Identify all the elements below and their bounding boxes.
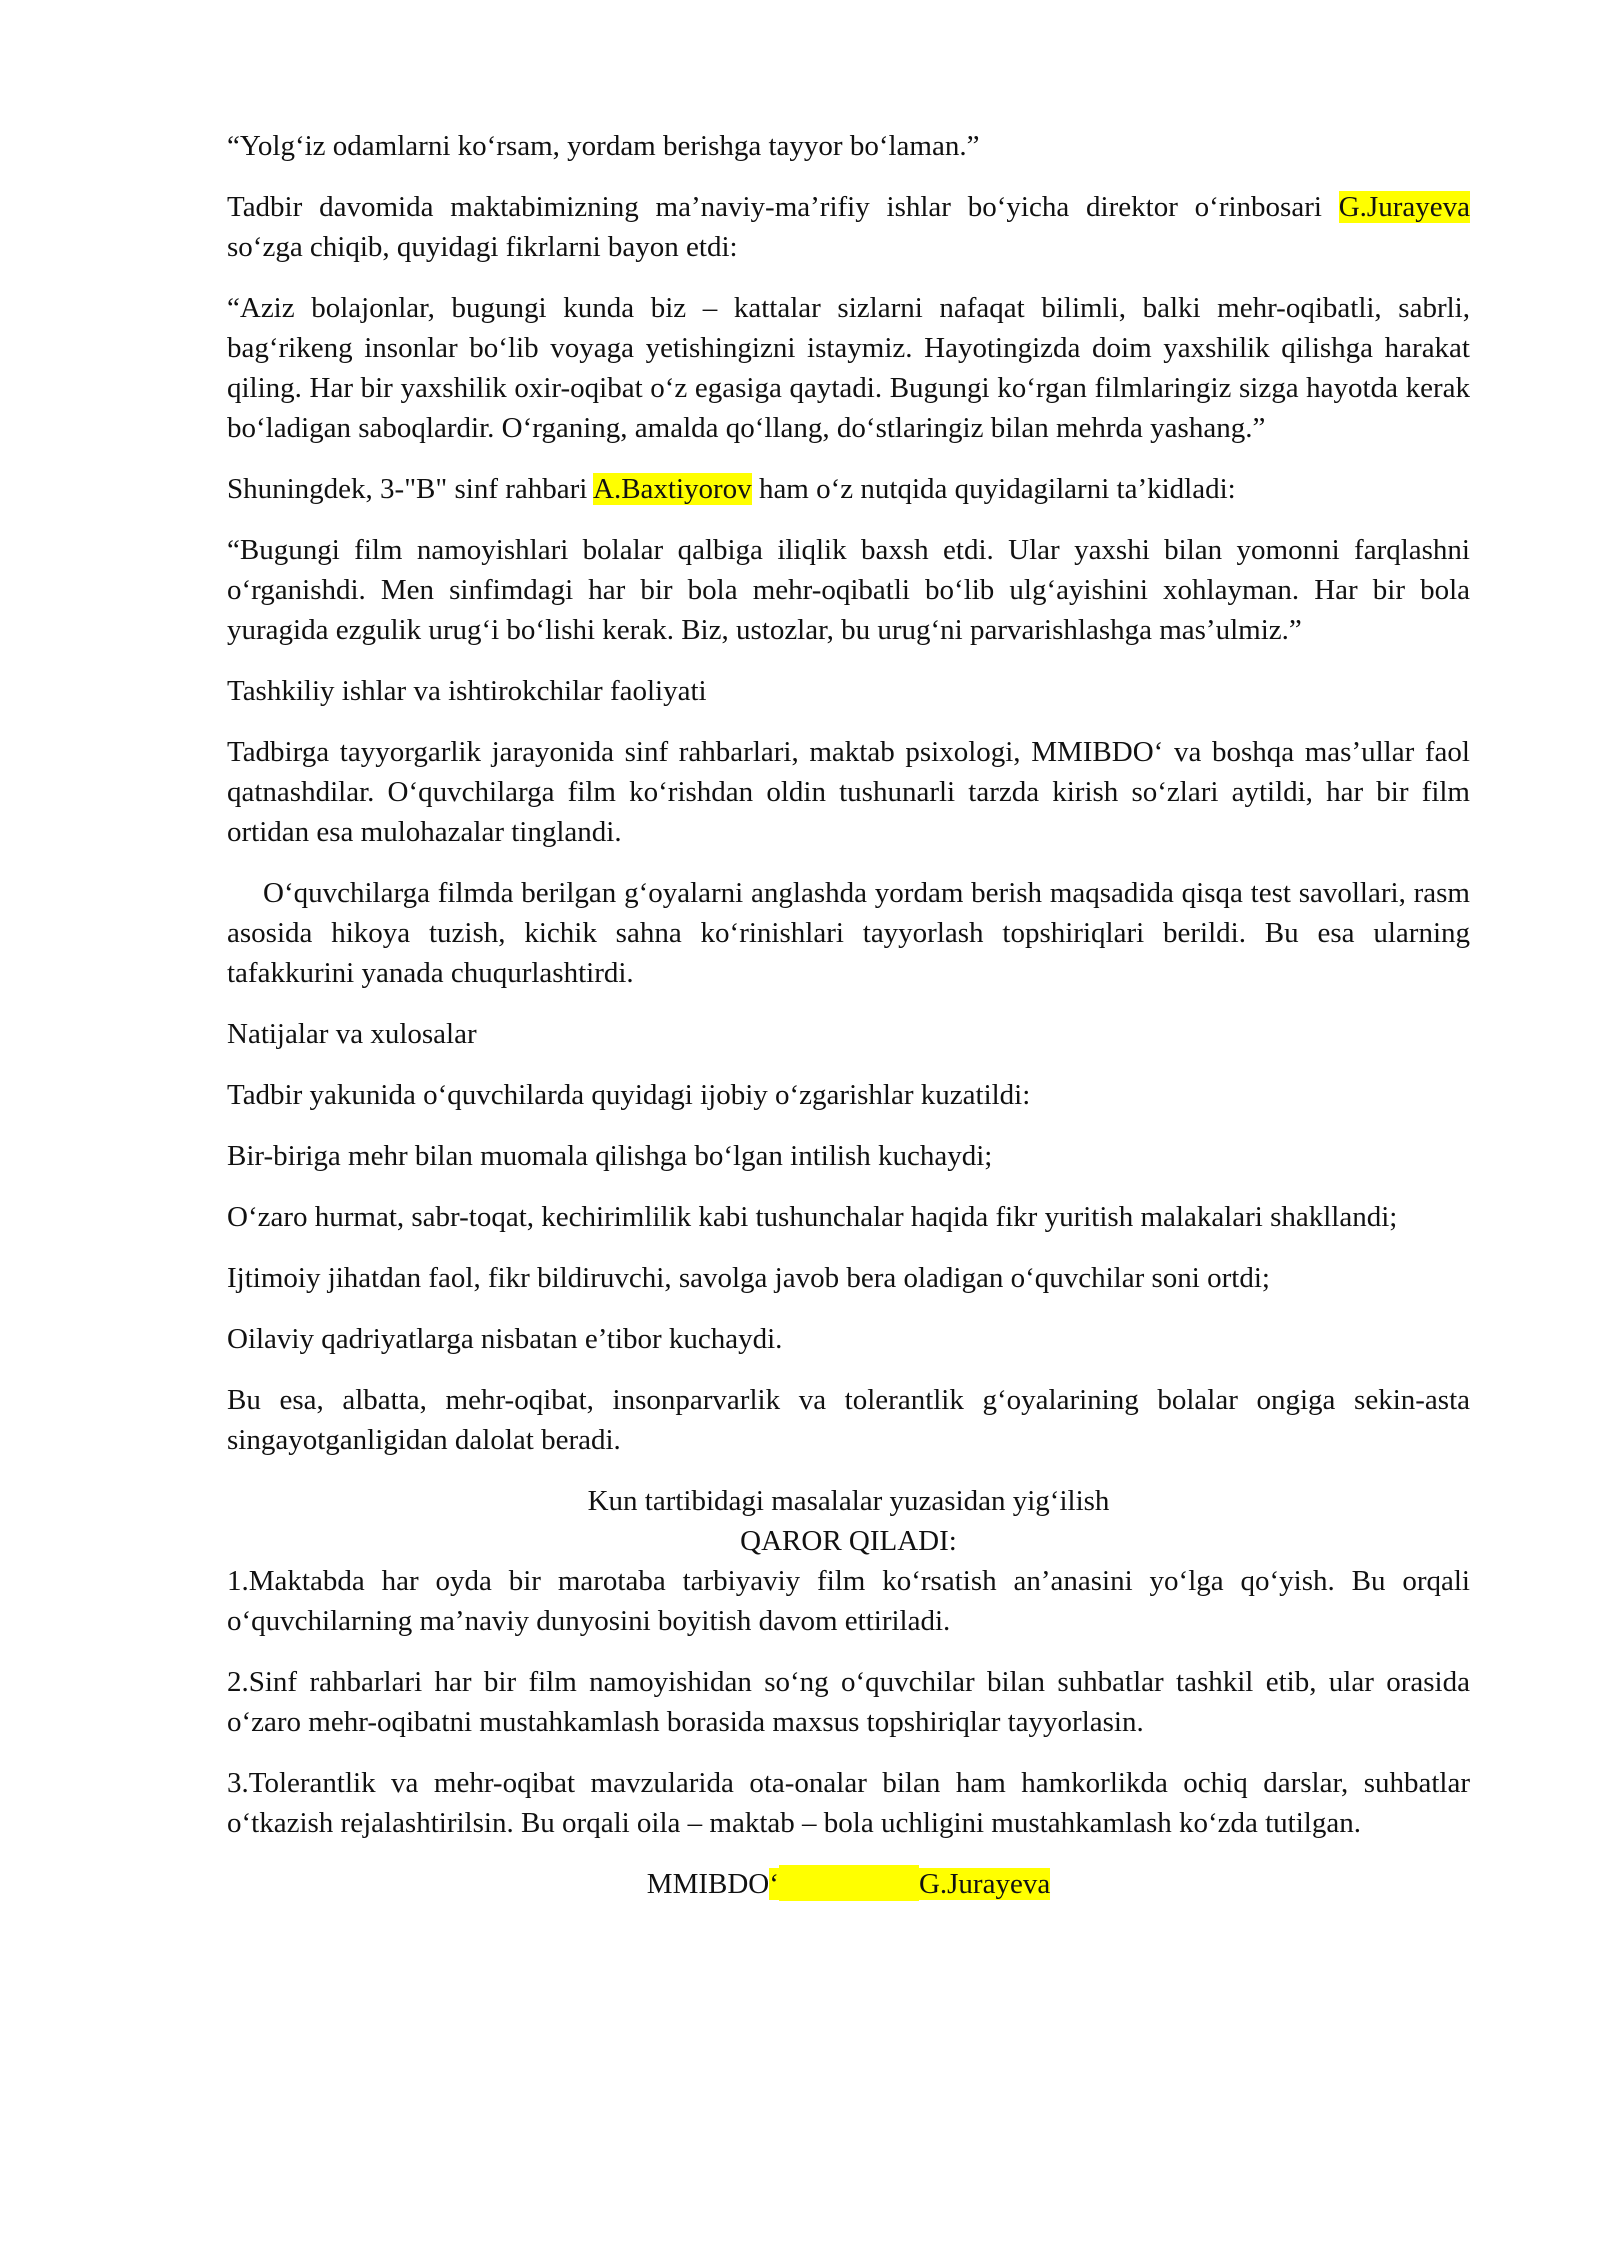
teacher-quote-paragraph: “Bugungi film namoyishlari bolalar qalbiga iliqlik baxsh etdi. Ular yaxshi bilan yomonni farqlashni o‘rganishdi. Men sinfimdagi har bir bola mehr-oqibatli bo‘lib ulg‘ayishini xohlayman. Har bir bola yuragida ezgulik urug‘i bo‘lishi kerak. Biz, ustozlar, bu urug‘ni parvarishlashga mas’ulmiz.” — [227, 534, 1470, 646]
signature-blank — [779, 1865, 919, 1901]
organization-paragraph: Tadbirga tayyorgarlik jarayonida sinf rahbarlari, maktab psixologi, MMIBDO‘ va boshqa mas’ullar faol qatnashdilar. O‘quvchilarga film ko‘rishdan oldin tushunarli tarzda kirish so‘zlari aytildi, har bir film ortidan esa mulohazalar tinglandi. — [227, 736, 1470, 848]
decision-item: 3.Tolerantlik va mehr-oqibat mavzularida ota-onalar bilan ham hamkorlikda ochiq darslar, suhbatlar o‘tkazish rejalashtirilsin. Bu orqali oila – maktab – bola uchligini mustahkamlash ko‘zda tutilgan. — [227, 1767, 1470, 1839]
result-item: Ijtimoiy jihatdan faol, fikr bildiruvchi, savolga javob bera oladigan o‘quvchilar soni ortdi; — [227, 1262, 1270, 1294]
quote-paragraph: “Yolg‘iz odamlarni ko‘rsam, yordam berishga tayyor bo‘laman.” — [227, 130, 980, 162]
text-run: ham o‘z nutqida quyidagilarni ta’kidladi: — [751, 473, 1236, 505]
signature-name: G.Jurayeva — [918, 1868, 1051, 1900]
section-heading-organization: Tashkiliy ishlar va ishtirokchilar faoliyati — [227, 675, 707, 707]
signature-line — [227, 1864, 1470, 1904]
conclusion-paragraph: Bu esa, albatta, mehr-oqibat, insonparvarlik va tolerantlik g‘oyalarining bolalar ongiga sekin-asta singayotganligidan dalolat beradi. — [227, 1384, 1470, 1456]
signature-role: MMIBDO — [646, 1868, 770, 1900]
speech-intro-paragraph — [227, 187, 1470, 267]
highlighted-name: G.Jurayeva — [1338, 191, 1470, 223]
result-item: Bir-biriga mehr bilan muomala qilishga bo‘lgan intilish kuchaydi; — [227, 1140, 993, 1172]
text-run: Tadbir davomida maktabimizning ma’naviy-ma’rifiy ishlar bo‘yicha direktor o‘rinbosari — [227, 191, 1339, 223]
teacher-intro-paragraph — [227, 469, 1470, 509]
highlighted-name: A.Baxtiyorov — [593, 473, 752, 505]
section-heading-results: Natijalar va xulosalar — [227, 1018, 477, 1050]
decision-subtitle: QAROR QILADI: — [740, 1525, 957, 1557]
text-run: so‘zga chiqib, quyidagi fikrlarni bayon etdi: — [227, 231, 738, 263]
decision-title: Kun tartibidagi masalalar yuzasidan yig‘ilish — [587, 1485, 1110, 1517]
decision-item: 2.Sinf rahbarlari har bir film namoyishidan so‘ng o‘quvchilar bilan suhbatlar tashkil etib, ular orasida o‘zaro mehr-oqibatni mustahkamlash borasida maxsus topshiriqlar tayyorlasin. — [227, 1666, 1470, 1738]
result-item: Oilaviy qadriyatlarga nisbatan e’tibor kuchaydi. — [227, 1323, 783, 1355]
tasks-paragraph: O‘quvchilarga filmda berilgan g‘oyalarni anglashda yordam berish maqsadida qisqa test savollari, rasm asosida hikoya tuzish, kichik sahna ko‘rinishlari tayyorlash topshiriqlari berildi. Bu esa ularning tafakkurini yanada chuqurlashtirdi. — [227, 877, 1470, 989]
results-intro-paragraph: Tadbir yakunida o‘quvchilarda quyidagi ijobiy o‘zgarishlar kuzatildi: — [227, 1079, 1031, 1111]
signature-role-mark: ‘ — [769, 1868, 779, 1900]
document-page — [227, 126, 1470, 1933]
speech-quote-paragraph: “Aziz bolajonlar, bugungi kunda biz – kattalar sizlarni nafaqat bilimli, balki mehr-oqibatli, sabrli, bag‘rikeng insonlar bo‘lib voyaga yetishingizni istaymiz. Hayotingizda doim yaxshilik qilishga harakat qiling. Har bir yaxshilik oxir-oqibat o‘z egasiga qaytadi. Bugungi ko‘rgan filmlaringiz sizga hayotda kerak bo‘ladigan saboqlardir. O‘rganing, amalda qo‘llang, do‘stlaringiz bilan mehrda yashang.” — [227, 292, 1470, 444]
result-item: O‘zaro hurmat, sabr-toqat, kechirimlilik kabi tushunchalar haqida fikr yuritish malakalari shakllandi; — [227, 1201, 1398, 1233]
text-run: Shuningdek, 3-"B" sinf rahbari — [227, 473, 593, 505]
decision-item: 1.Maktabda har oyda bir marotaba tarbiyaviy film ko‘rsatish an’anasini yo‘lga qo‘yish. Bu orqali o‘quvchilarning ma’naviy dunyosini boyitish davom ettiriladi. — [227, 1565, 1470, 1637]
